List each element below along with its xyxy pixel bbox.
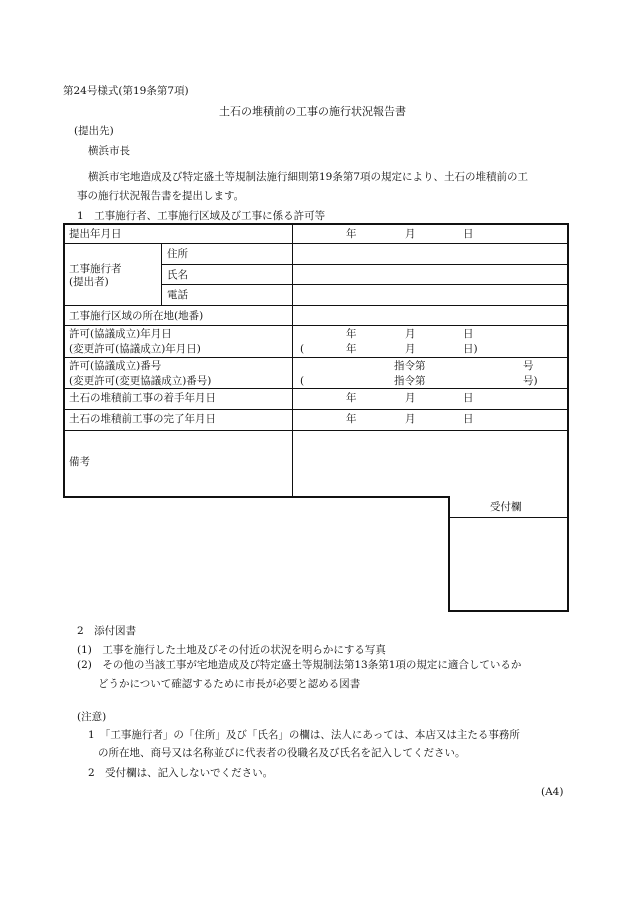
submit-date-label: 提出年月日 xyxy=(69,228,122,240)
permit-designation: 指令第 xyxy=(394,360,426,372)
end-date-month: 月 xyxy=(405,413,416,425)
section-1-heading: 1 工事施行者、工事施行区域及び工事に係る許可等 xyxy=(77,210,326,222)
remarks-label: 備考 xyxy=(69,456,90,468)
reception-label: 受付欄 xyxy=(490,501,522,513)
end-date-label: 土石の堆積前工事の完了年月日 xyxy=(69,413,216,425)
intro-line-1: 横浜市宅地造成及び特定盛土等規制法施行細則第19条第7項の規定により、土石の堆積前の工 xyxy=(88,171,529,183)
changed-permit-number-label: (変更許可(変更協議成立)番号) xyxy=(69,375,212,387)
recipient-label: (提出先) xyxy=(74,125,114,137)
start-date-year: 年 xyxy=(346,392,357,404)
permit-date-day: 日 xyxy=(463,328,474,340)
note-2: 2 受付欄は、記入しないでください。 xyxy=(88,767,274,779)
changed-permit-open-paren: ( xyxy=(300,343,305,355)
intro-line-2: 事の施行状況報告書を提出します。 xyxy=(77,190,245,202)
changed-permit-go: 号) xyxy=(523,375,538,387)
section-2-heading: 2 添付図書 xyxy=(77,625,137,637)
start-date-month: 月 xyxy=(405,392,416,404)
permit-date-label: 許可(協議成立)年月日 xyxy=(69,328,172,340)
start-date-day: 日 xyxy=(463,392,474,404)
submit-date-day: 日 xyxy=(463,228,474,240)
notes-label: (注意) xyxy=(77,711,107,723)
note-1-line-1: 1 「工事施行者」の「住所」及び「氏名」の欄は、法人にあっては、本店又は主たる事務所 xyxy=(88,729,520,741)
location-label: 工事施行区域の所在地(地番) xyxy=(69,310,204,322)
changed-permit-date-day: 日) xyxy=(463,343,478,355)
changed-permit-date-month: 月 xyxy=(405,343,416,355)
attachment-1: (1) 工事を施行した土地及びその付近の状況を明らかにする写真 xyxy=(77,644,386,656)
form-number: 第24号様式(第19条第7項) xyxy=(63,85,189,97)
changed-permit-date-label: (変更許可(協議成立)年月日) xyxy=(69,343,201,355)
recipient: 横浜市長 xyxy=(88,145,130,157)
permit-number-label: 許可(協議成立)番号 xyxy=(69,360,162,372)
submit-date-year: 年 xyxy=(346,228,357,240)
changed-permit-designation: 指令第 xyxy=(394,375,426,387)
end-date-day: 日 xyxy=(463,413,474,425)
attachment-2-line-2: どうかについて確認するために市長が必要と認める図書 xyxy=(98,678,361,690)
note-1-line-2: の所在地、商号又は名称並びに代表者の役職名及び氏名を記入してください。 xyxy=(98,747,466,759)
permit-date-month: 月 xyxy=(405,328,416,340)
applicant-label: 工事施行者 xyxy=(69,263,122,275)
changed-permit-date-year: 年 xyxy=(346,343,357,355)
name-label: 氏名 xyxy=(167,269,188,281)
submit-date-month: 月 xyxy=(405,228,416,240)
attachment-2-line-1: (2) その他の当該工事が宅地造成及び特定盛土等規制法第13条第1項の規定に適合しているか xyxy=(77,659,522,671)
document-title: 土石の堆積前の工事の施行状況報告書 xyxy=(219,105,406,118)
address-label: 住所 xyxy=(167,248,188,260)
permit-date-year: 年 xyxy=(346,328,357,340)
changed-permit-number-open-paren: ( xyxy=(300,375,305,387)
permit-go: 号 xyxy=(523,360,534,372)
end-date-year: 年 xyxy=(346,413,357,425)
applicant-sublabel: (提出者) xyxy=(69,276,109,288)
paper-size: (A4) xyxy=(541,786,564,798)
start-date-label: 土石の堆積前工事の着手年月日 xyxy=(69,392,216,404)
phone-label: 電話 xyxy=(167,289,188,301)
